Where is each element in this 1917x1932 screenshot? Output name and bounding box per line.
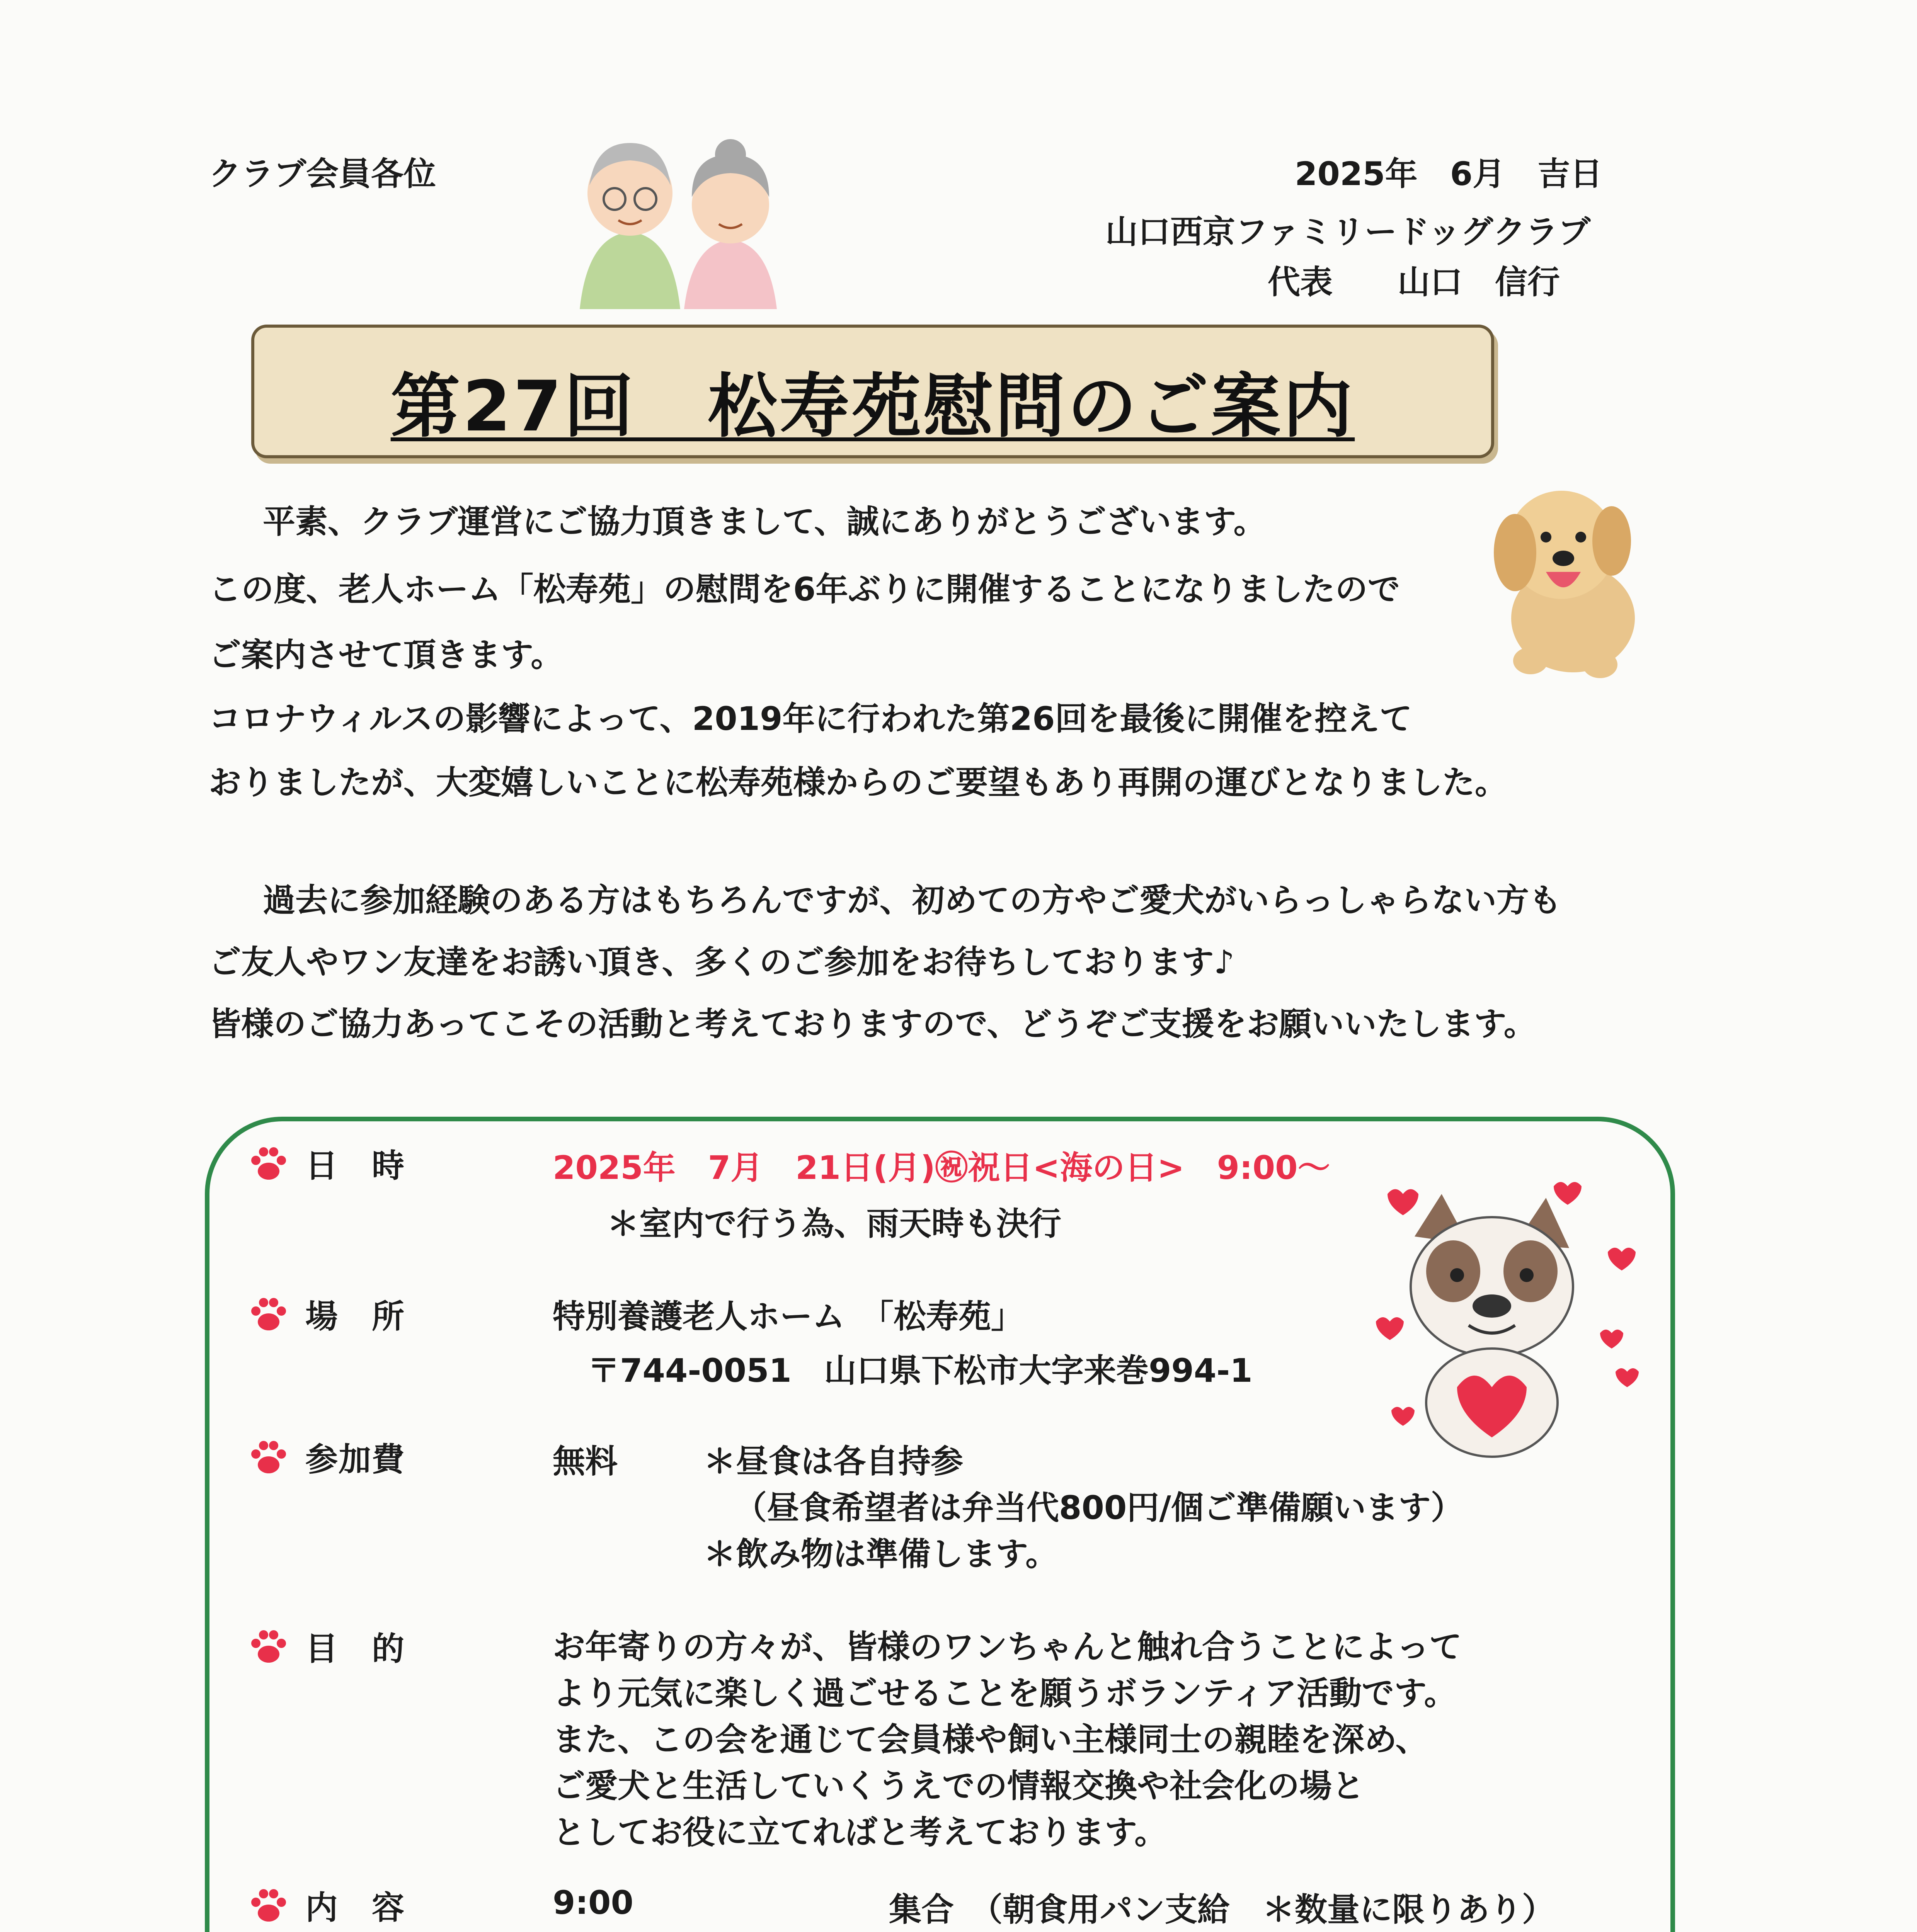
intro2-line: 過去に参加経験のある方はもちろんですが、初めての方やご愛犬がいらっしゃらない方も — [263, 881, 1562, 919]
content-row — [247, 1882, 405, 1929]
purpose-row — [247, 1623, 405, 1670]
elderly-couple-illustration — [572, 128, 788, 313]
organization-name: 山口西京ファミリードッグクラブ — [1105, 213, 1590, 251]
addressee: クラブ会員各位 — [209, 155, 436, 193]
intro2-line: 皆様のご協力あってこその活動と考えておりますので、どうぞご支援をお願いいたします。 — [209, 1005, 1536, 1043]
paw-icon — [247, 1144, 290, 1183]
purpose-line: また、この会を通じて会員様や飼い主様同士の親睦を深め、 — [553, 1721, 1428, 1759]
datetime-note: ＊室内で行う為、雨天時も決行 — [607, 1205, 1062, 1243]
page-title: 第27回 松寿苑慰問のご案内 — [390, 366, 1355, 447]
paw-icon — [247, 1627, 290, 1666]
datetime-label: 日 時 — [305, 1147, 405, 1185]
datetime-row — [247, 1140, 405, 1187]
purpose-line: ご愛犬と生活していくうえでの情報交換や社会化の場と — [553, 1767, 1365, 1805]
bulldog-heart-illustration — [1353, 1171, 1654, 1472]
place-row — [247, 1291, 405, 1337]
fee-value: 無料 — [553, 1442, 618, 1480]
intro-line: コロナウィルスの影響によって、2019年に行われた第26回を最後に開催を控えて — [209, 700, 1412, 738]
fee-note-bento: （昼食希望者は弁当代800円/個ご準備願います） — [734, 1489, 1464, 1527]
datetime-value: 2025年 7月 21日(月)㊗祝日<海の日> 9:00～ — [553, 1149, 1330, 1187]
paw-icon — [247, 1438, 290, 1476]
fee-row — [247, 1434, 405, 1480]
place-address: 〒744-0051 山口県下松市大字来巻994-1 — [587, 1352, 1253, 1389]
place-name: 特別養護老人ホーム 「松寿苑」 — [553, 1298, 1024, 1335]
issue-date: 2025年 6月 吉日 — [1295, 155, 1603, 193]
intro-line: この度、老人ホーム「松寿苑」の慰問を6年ぶりに開催することになりましたので — [209, 570, 1400, 608]
intro-line: おりましたが、大変嬉しいことに松寿苑様からのご要望もあり再開の運びとなりました。 — [209, 764, 1508, 801]
intro-line: 平素、クラブ運営にご協力頂きまして、誠にありがとうございます。 — [263, 503, 1266, 541]
golden-dog-illustration — [1484, 479, 1646, 680]
paw-icon — [247, 1295, 290, 1333]
fee-note-drinks: ＊飲み物は準備します。 — [703, 1535, 1058, 1573]
schedule-desc: 集合 （朝食用パン支給 ＊数量に限りあり） — [889, 1891, 1555, 1929]
place-label: 場 所 — [305, 1298, 405, 1335]
content-label: 内 容 — [305, 1889, 405, 1927]
fee-label: 参加費 — [305, 1440, 405, 1478]
title-banner — [251, 325, 1494, 458]
fee-note-lunch: ＊昼食は各自持参 — [703, 1442, 964, 1480]
purpose-line: より元気に楽しく過ごせることを願うボランティア活動です。 — [553, 1674, 1457, 1712]
purpose-line: としてお役に立てればと考えております。 — [553, 1813, 1167, 1851]
intro-line: ご案内させて頂きます。 — [209, 636, 564, 674]
schedule-time: 9:00 — [553, 1884, 633, 1922]
purpose-label: 目 的 — [305, 1630, 405, 1668]
representative: 代表 山口 信行 — [1268, 263, 1560, 301]
purpose-line: お年寄りの方々が、皆様のワンちゃんと触れ合うことによって — [553, 1628, 1462, 1666]
paw-icon — [247, 1886, 290, 1925]
intro2-line: ご友人やワン友達をお誘い頂き、多くのご参加をお待ちしております♪ — [209, 943, 1235, 981]
